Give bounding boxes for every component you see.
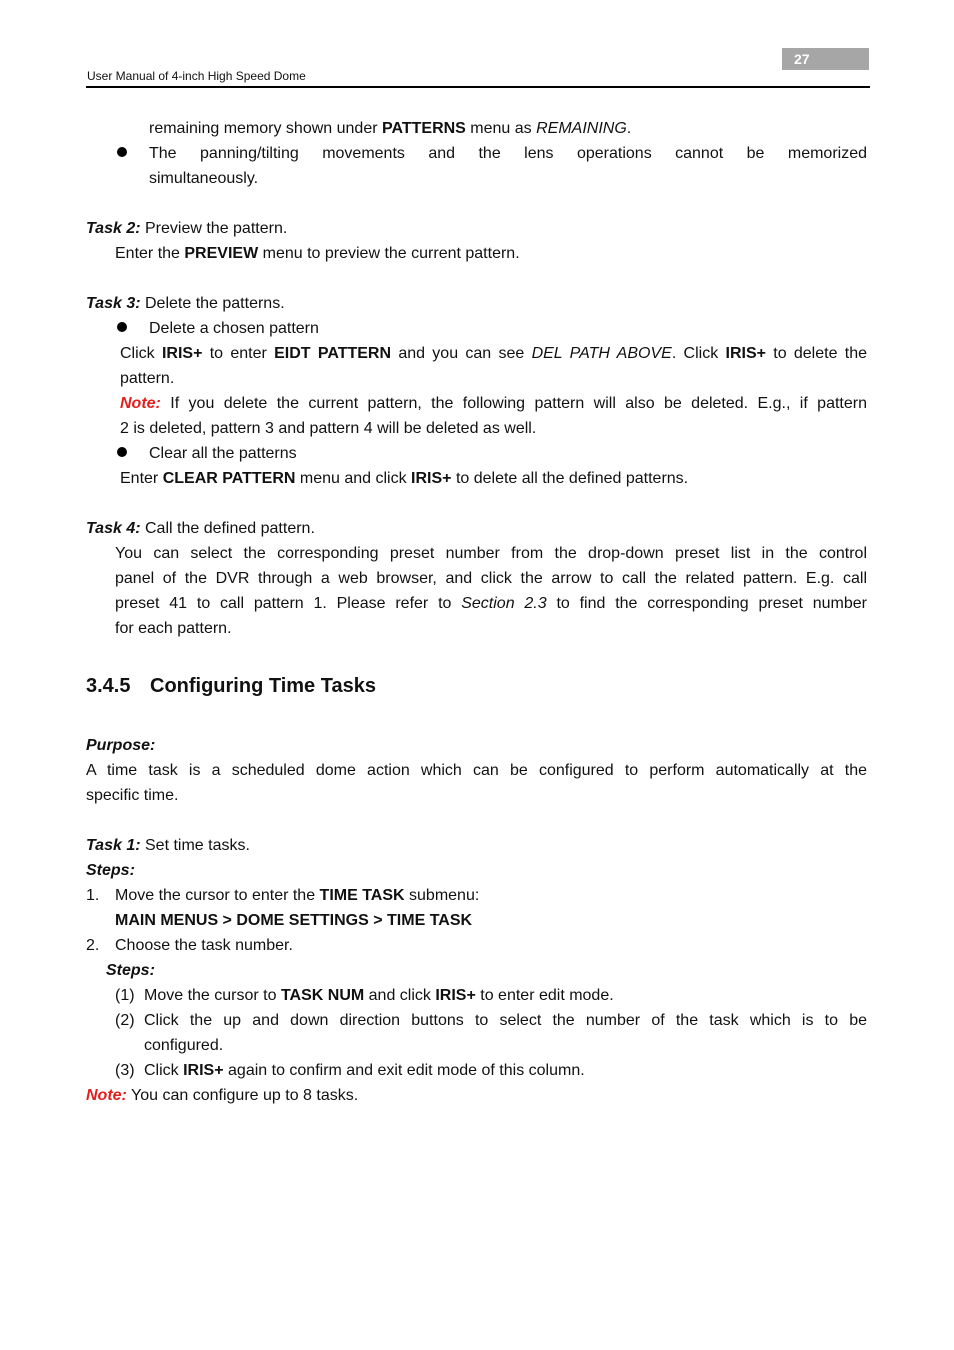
step-1-number: 1.	[86, 887, 100, 904]
task-3-line-1: Click IRIS+ to enter EIDT PATTERN and you can see DEL PATH ABOVE. Click IRIS+ to delete the	[120, 345, 868, 362]
purpose-line: A time task is a scheduled dome action which can be configured to perform automatically at the	[86, 762, 867, 779]
bullet-dot	[117, 147, 127, 157]
task-4-body-line: panel of the DVR through a web browser, and click the arrow to call the related pattern. E.g. call	[115, 570, 867, 587]
bullet-dot	[117, 322, 127, 332]
running-header: User Manual of 4-inch High Speed Dome	[87, 69, 306, 83]
bullet-text-cont: simultaneously.	[149, 170, 259, 187]
bullet-dot	[117, 447, 127, 457]
page-number: 27	[782, 48, 869, 70]
task-2-body: Enter the PREVIEW menu to preview the current pattern.	[115, 245, 520, 262]
menu-path: MAIN MENUS > DOME SETTINGS > TIME TASK	[115, 912, 473, 929]
sub-step-1-number: (1)	[115, 987, 135, 1004]
bullet-delete-chosen: Delete a chosen pattern	[149, 320, 319, 337]
step-2-text: Choose the task number.	[115, 937, 293, 954]
step-1-text: Move the cursor to enter the TIME TASK submenu:	[115, 887, 480, 904]
sub-step-2-text-cont: configured.	[144, 1037, 224, 1054]
sub-step-2-text: Click the up and down direction buttons to select the number of the task which is to be	[144, 1012, 867, 1029]
paragraph-line: remaining memory shown under PATTERNS menu as REMAINING.	[149, 120, 632, 137]
bullet-text: The panning/tilting movements and the lens operations cannot be memorized	[149, 145, 867, 162]
task-3-note: Note: If you delete the current pattern, the following pattern will also be deleted. E.g., if pattern	[120, 395, 867, 412]
task-3-line-2: Enter CLEAR PATTERN menu and click IRIS+ to delete all the defined patterns.	[120, 470, 689, 487]
task-3-note-cont: 2 is deleted, pattern 3 and pattern 4 will be deleted as well.	[120, 420, 537, 437]
sub-step-1-text: Move the cursor to TASK NUM and click IRIS+ to enter edit mode.	[144, 987, 614, 1004]
purpose-label: Purpose:	[86, 737, 156, 754]
task-4-body-line: You can select the corresponding preset number from the drop-down preset list in the control	[115, 545, 867, 562]
sub-step-3-text: Click IRIS+ again to confirm and exit edit mode of this column.	[144, 1062, 585, 1079]
sub-step-2-number: (2)	[115, 1012, 135, 1029]
header-rule	[86, 86, 870, 88]
step-2-number: 2.	[86, 937, 100, 954]
bullet-clear-all: Clear all the patterns	[149, 445, 297, 462]
task-3-line-1-cont: pattern.	[120, 370, 175, 387]
section-heading: 3.4.5 Configuring Time Tasks	[86, 675, 376, 697]
task-2-heading: Task 2: Preview the pattern.	[86, 220, 288, 237]
task-4-body-line: preset 41 to call pattern 1. Please refer to Section 2.3 to find the corresponding preset number	[115, 595, 867, 612]
sub-step-3-number: (3)	[115, 1062, 135, 1079]
task-4-heading: Task 4: Call the defined pattern.	[86, 520, 315, 537]
sub-steps-label: Steps:	[106, 962, 155, 979]
task-3-heading: Task 3: Delete the patterns.	[86, 295, 285, 312]
steps-label: Steps:	[86, 862, 135, 879]
purpose-line: specific time.	[86, 787, 179, 804]
task-4-body-line: for each pattern.	[115, 620, 232, 637]
task-1-heading: Task 1: Set time tasks.	[86, 837, 250, 854]
final-note: Note: You can configure up to 8 tasks.	[86, 1087, 359, 1104]
